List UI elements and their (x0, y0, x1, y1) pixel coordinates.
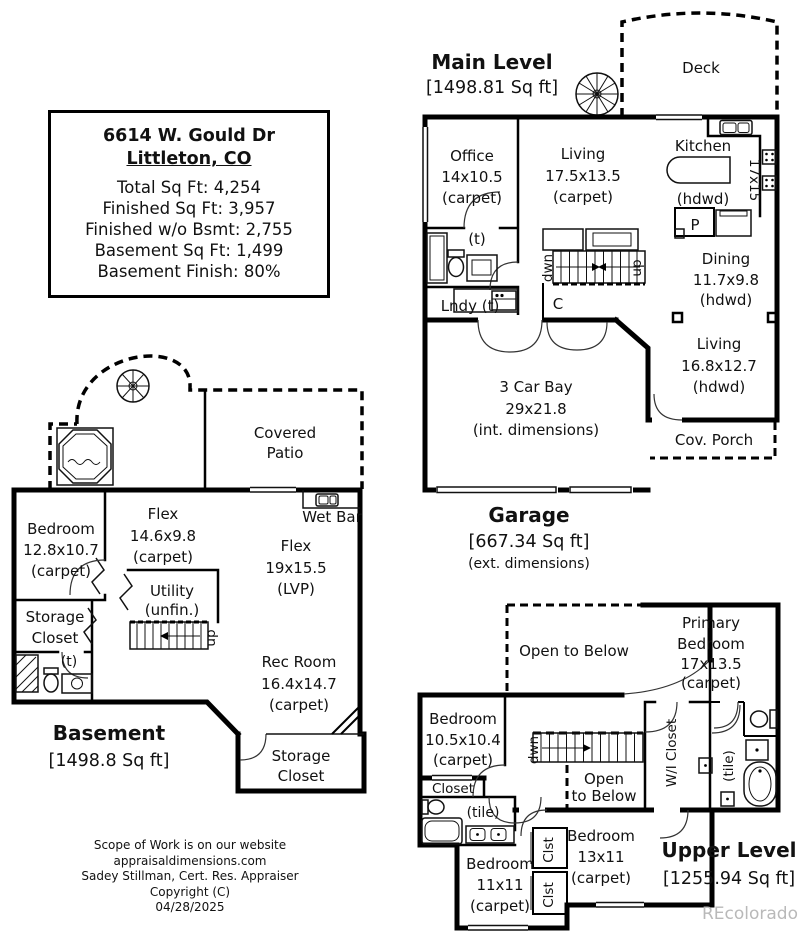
storage-closet2-line2: Closet (277, 767, 325, 785)
powder-label: (t) (468, 230, 486, 248)
bedroom2-name: Bedroom (466, 855, 534, 873)
car-bay-name: 3 Car Bay (499, 378, 573, 396)
living-front-name: Living (560, 145, 606, 163)
open-below-mid-line2: to Below (571, 787, 637, 805)
upper-level-title: Upper Level (661, 838, 797, 862)
open-below-mid-line1: Open (583, 770, 625, 788)
bedroom2-window-gap (468, 923, 528, 933)
wi-closet-label: W/I Closet (664, 718, 680, 788)
open-below-top-label: Open to Below (519, 642, 629, 660)
bedroom-left-dims: 10.5x10.4 (425, 731, 501, 749)
office-floor: (carpet) (442, 189, 502, 207)
bsmt-bedroom-dims: 12.8x10.7 (23, 541, 99, 559)
basement-sqft: [1498.8 Sq ft] (48, 751, 170, 771)
tile-right-label: (tile) (721, 750, 737, 782)
stair-up-label: up (629, 259, 645, 277)
laundry-label: Lndy (t) (440, 297, 500, 315)
car-bay-dims: 29x21.8 (505, 400, 567, 418)
basement (14, 356, 364, 791)
kitchen-floor: (hdwd) (676, 190, 730, 208)
dining-name: Dining (701, 250, 751, 268)
living-front-floor: (carpet) (553, 188, 613, 206)
kitchen-dims-vertical: 17x15 (746, 158, 762, 202)
stair-arrow-up (598, 263, 606, 271)
rec-room-name: Rec Room (261, 653, 337, 671)
footer-credits (30, 838, 350, 916)
garage-entry-gap (478, 315, 542, 325)
bedroom3-window-gap (596, 900, 644, 910)
garage-sqft: [667.34 Sq ft] (468, 532, 590, 552)
toilet-icon (44, 668, 58, 674)
hot-tub-icon (57, 428, 113, 485)
upper-level (420, 605, 797, 933)
property-info-box (48, 110, 330, 298)
rec-room-floor: (carpet) (269, 696, 329, 714)
toilet-icon (422, 800, 428, 814)
office-name: Office (450, 147, 494, 165)
basement-stairs (130, 622, 208, 649)
bedroom-left-floor: (carpet) (433, 751, 493, 769)
upper-stair-down-label: dwn (526, 735, 542, 765)
flex-large-dims: 19x15.5 (265, 559, 327, 577)
flex-small-name: Flex (147, 505, 179, 523)
basement-finish-line: Basement Finish: 80% (97, 262, 281, 281)
storage-closet-line2: Closet (31, 629, 79, 647)
address-line1: 6614 W. Gould Dr (102, 126, 276, 146)
main-level-title: Main Level (431, 50, 553, 74)
living-rear-dims: 16.8x12.7 (681, 357, 757, 375)
car-bay-note: (int. dimensions) (472, 421, 600, 439)
stair-down-label: dwn (540, 253, 556, 283)
office-dims: 14x10.5 (441, 168, 503, 186)
dining-floor: (hdwd) (699, 291, 753, 309)
living-front-dims: 17.5x13.5 (545, 167, 621, 185)
bsmt-stair-up-label: up (203, 629, 219, 647)
covered-patio-line1: Covered (253, 424, 317, 442)
corner-fireplace (332, 706, 360, 734)
bedroom2-floor: (carpet) (470, 897, 530, 915)
pantry-label: P (690, 216, 700, 234)
hall-door-arcs (547, 322, 607, 350)
flex-large-floor: (LVP) (277, 580, 315, 598)
utility-note: (unfin.) (144, 601, 200, 619)
closet-c-label: C (552, 295, 564, 313)
total-sqft: Total Sq Ft: 4,254 (117, 178, 261, 197)
address-line2: Littleton, CO (126, 149, 252, 169)
primary-name1: Primary (682, 614, 740, 632)
clst-label-2: Clst (541, 882, 557, 908)
basement-bath-fixtures (16, 655, 92, 693)
toilet-icon (448, 250, 464, 257)
utility-name: Utility (149, 582, 195, 600)
deck-slider-gap (656, 112, 702, 122)
upper-level-sqft: [1255.94 Sq ft] (662, 869, 796, 889)
bedroom3-floor: (carpet) (571, 869, 631, 887)
fridge-icon (716, 210, 751, 236)
bedroom3-name: Bedroom (567, 827, 635, 845)
powder-room-fixtures (427, 233, 497, 283)
primary-floor: (carpet) (681, 674, 741, 692)
footer-line-website: appraisaldimensions.com (113, 853, 267, 868)
deck-label: Deck (682, 59, 720, 77)
living-rear-floor: (hdwd) (692, 378, 746, 396)
primary-name2: Bedroom (677, 635, 745, 653)
basement-title: Basement (52, 721, 166, 745)
cov-porch-label: Cov. Porch (674, 431, 754, 449)
bsmt-bedroom-name: Bedroom (27, 520, 95, 538)
main-level (421, 13, 777, 572)
flex-large-name: Flex (280, 537, 312, 555)
upper-stairs (533, 733, 643, 762)
finished-sqft: Finished Sq Ft: 3,957 (102, 199, 276, 218)
porch-post (673, 313, 682, 322)
wet-bar-label: Wet Bar (302, 508, 362, 526)
basement-sqft-line: Basement Sq Ft: 1,499 (94, 241, 284, 260)
bedroom-left-name: Bedroom (429, 710, 497, 728)
footer-line-copyright: Copyright (C) (149, 884, 231, 899)
clst-label-1: Clst (541, 837, 557, 863)
tile-left-label: (tile) (466, 805, 500, 821)
bedroom2-dims: 11x11 (476, 876, 524, 894)
spiral-stair-icon (117, 370, 149, 402)
wet-bar-fixtures (303, 490, 360, 508)
bedroom3-dims: 13x11 (577, 848, 625, 866)
kitchen-name: Kitchen (674, 137, 732, 155)
primary-dims: 17x13.5 (680, 655, 742, 673)
bsmt-toilet-label: (t) (60, 654, 78, 670)
footer-line-date: 04/28/2025 (155, 900, 225, 914)
footer-line-scope: Scope of Work is on our website (93, 838, 287, 852)
storage-closet-line1: Storage (25, 608, 85, 626)
range-icon (763, 150, 777, 190)
hall-gap2 (654, 805, 680, 815)
flex-small-dims: 14.6x9.8 (129, 527, 197, 545)
finished-wo-bsmt: Finished w/o Bsmt: 2,755 (85, 220, 293, 239)
recolorado-watermark: REcolorado (701, 904, 798, 924)
spiral-stair-icon (576, 73, 618, 115)
stair-arrow-down (583, 744, 591, 752)
living-rear-name: Living (696, 335, 742, 353)
footer-line-appraiser: Sadey Stillman, Cert. Res. Appraiser (81, 869, 299, 883)
flex-small-floor: (carpet) (133, 548, 193, 566)
garage-note: (ext. dimensions) (468, 556, 590, 572)
patio-slider-gap (250, 485, 296, 495)
covered-patio-line2: Patio (266, 444, 304, 462)
storage-closet2-line1: Storage (271, 747, 331, 765)
closet-label: Closet (431, 781, 475, 797)
kitchen-island (667, 157, 730, 183)
bsmt-bedroom-floor: (carpet) (31, 562, 91, 580)
garage-title: Garage (488, 503, 570, 527)
main-level-sqft: [1498.81 Sq ft] (425, 78, 559, 98)
dining-dims: 11.7x9.8 (692, 271, 760, 289)
rec-room-dims: 16.4x14.7 (261, 675, 337, 693)
